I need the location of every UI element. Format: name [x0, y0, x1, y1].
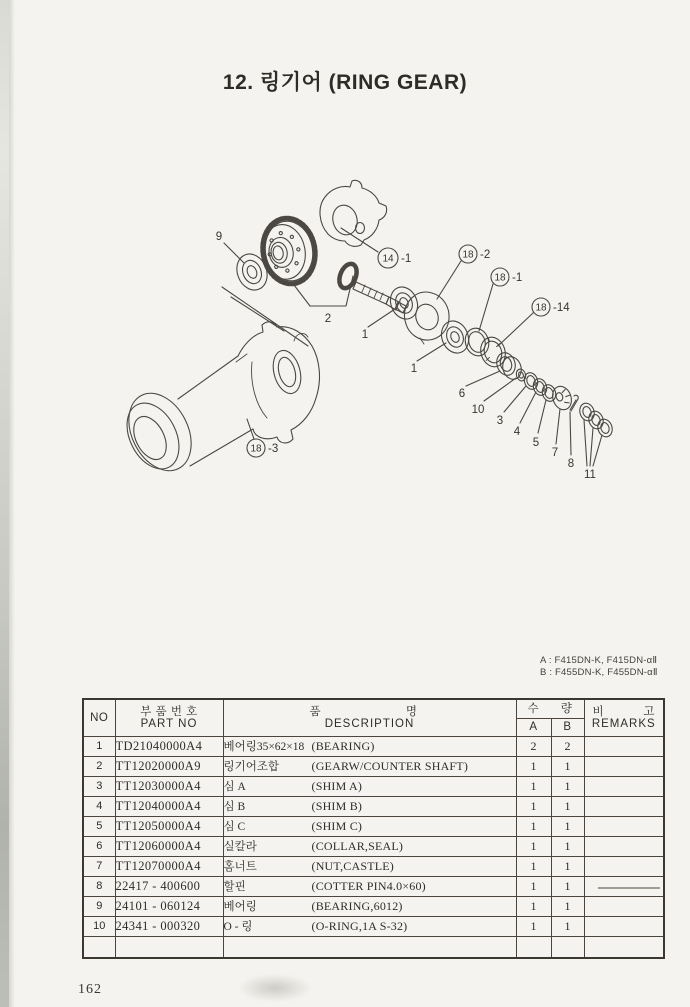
cell-qty-b: 1 — [551, 776, 584, 796]
col-header-desc-kr: 품 — [309, 705, 322, 718]
table-row — [83, 796, 664, 816]
bearing-ring-set — [578, 401, 615, 438]
cell-no: 9 — [83, 896, 115, 916]
cell-remarks — [584, 796, 664, 816]
cell-remarks — [584, 916, 664, 936]
cell-description — [223, 856, 516, 876]
cell-qty-a: 1 — [516, 916, 551, 936]
cell-no: 10 — [83, 916, 115, 936]
callout-suffix: -3 — [268, 443, 279, 455]
table-row — [83, 756, 664, 776]
desc-english: (BEARING) — [311, 739, 375, 753]
cell-no: 6 — [83, 836, 115, 856]
variant-note-a: A : F415DN-K, F415DN-αⅡ — [540, 655, 658, 666]
callout-leader-lines — [224, 228, 602, 466]
desc-english: (SHIM A) — [311, 779, 363, 793]
col-header-part-en: PART NO — [140, 717, 198, 730]
col-header-remarks-kr: 고 — [643, 705, 655, 718]
cell-qty-b: 1 — [551, 896, 584, 916]
cell-remarks — [584, 776, 664, 796]
callout-10: 10 — [471, 404, 485, 416]
cell-qty-a: 2 — [516, 736, 551, 756]
col-header-qty — [516, 699, 584, 718]
desc-english: (O-RING,1A S-32) — [311, 919, 408, 933]
cell-description — [223, 736, 516, 756]
cell-qty-a: 1 — [516, 856, 551, 876]
col-header-remarks-en: REMARKS — [591, 717, 656, 730]
cell-no: 7 — [83, 856, 115, 876]
col-header-desc-kr: 명 — [405, 705, 418, 718]
callout-suffix: -2 — [480, 249, 491, 261]
callout-circle-label: 18 — [462, 249, 474, 261]
callout-18-2 — [459, 245, 490, 263]
cell-qty-a: 1 — [516, 796, 551, 816]
desc-korean: 링기어조합 — [223, 761, 280, 773]
callout-7: 7 — [551, 447, 559, 459]
desc-korean: O - 링 — [223, 921, 253, 933]
col-header-qty-kr: 량 — [560, 702, 573, 715]
cell-qty-a: 1 — [516, 836, 551, 856]
cell-part-no: TT12070000A4 — [115, 856, 223, 876]
col-header-remarks-kr: 비 — [592, 705, 605, 718]
cell-description — [223, 896, 516, 916]
scan-smudge — [238, 974, 312, 1002]
table-row — [83, 816, 664, 836]
cell-description — [223, 776, 516, 796]
callout-5: 5 — [532, 437, 540, 449]
callout-suffix: -1 — [512, 272, 523, 284]
cell-part-no: TT12020000A9 — [115, 756, 223, 776]
cell-remarks — [584, 816, 664, 836]
desc-korean: 베어링35×62×18 — [223, 741, 305, 753]
callout-8: 8 — [567, 458, 575, 470]
cell-description — [223, 816, 516, 836]
page-title: 12. 링기어 (RING GEAR) — [222, 71, 468, 94]
callout-circle-label: 14 — [382, 253, 394, 265]
col-header-remarks — [584, 699, 664, 736]
cell-remarks — [584, 836, 664, 856]
cell-qty-b: 2 — [551, 736, 584, 756]
cell-part-no: 24101 - 060124 — [115, 896, 223, 916]
col-header-desc-en: DESCRIPTION — [324, 717, 415, 730]
cell-part-no: TT12040000A4 — [115, 796, 223, 816]
desc-korean: 베어링 — [223, 901, 257, 913]
cell-no: 3 — [83, 776, 115, 796]
callout-suffix: -14 — [553, 302, 570, 314]
parts-table — [82, 698, 665, 959]
desc-english: (SHIM B) — [311, 799, 363, 813]
callout-circle-label: 18 — [250, 443, 262, 455]
cell-qty-b: 1 — [551, 916, 584, 936]
cell-remarks — [584, 736, 664, 756]
desc-english: (SHIM C) — [311, 819, 363, 833]
cell-no: 5 — [83, 816, 115, 836]
cell-qty-b: 1 — [551, 796, 584, 816]
callout-circle-label: 18 — [494, 272, 506, 284]
cell-description — [223, 756, 516, 776]
cell-description — [223, 916, 516, 936]
scan-artifact-line — [598, 887, 660, 889]
callout-18-1 — [491, 268, 522, 286]
assembly-leader-lines — [222, 287, 308, 346]
col-header-no: NO — [83, 699, 115, 736]
desc-english: (COTTER PIN4.0×60) — [311, 879, 426, 893]
cell-part-no: TT12060000A4 — [115, 836, 223, 856]
callout-18-3 — [247, 439, 278, 457]
cell-qty-b: 1 — [551, 876, 584, 896]
callout-suffix: -1 — [401, 253, 412, 265]
callout-11: 11 — [584, 469, 596, 481]
cell-remarks — [584, 756, 664, 776]
desc-english: (COLLAR,SEAL) — [311, 839, 404, 853]
table-empty-row — [83, 936, 664, 958]
cell-no: 2 — [83, 756, 115, 776]
desc-korean: 실칼라 — [223, 841, 257, 853]
table-row — [83, 896, 664, 916]
desc-english: (GEARW/COUNTER SHAFT) — [311, 759, 469, 773]
callout-1: 1 — [361, 329, 369, 341]
col-header-description — [223, 699, 516, 736]
cell-qty-a: 1 — [516, 876, 551, 896]
cell-description — [223, 796, 516, 816]
axle-housing — [116, 322, 319, 481]
table-row — [83, 856, 664, 876]
callout-circle-label: 18 — [535, 302, 547, 314]
col-header-part-no — [115, 699, 223, 736]
page-number: 162 — [78, 982, 102, 997]
cell-no: 1 — [83, 736, 115, 756]
callout-14-1 — [378, 248, 411, 268]
cell-qty-b: 1 — [551, 836, 584, 856]
cell-no: 8 — [83, 876, 115, 896]
cell-qty-a: 1 — [516, 776, 551, 796]
cell-qty-a: 1 — [516, 756, 551, 776]
cell-description — [223, 836, 516, 856]
cell-remarks — [584, 876, 664, 896]
cell-qty-b: 1 — [551, 816, 584, 836]
cell-qty-b: 1 — [551, 856, 584, 876]
col-header-qty-a: A — [516, 718, 551, 736]
col-header-qty-kr: 수 — [527, 702, 540, 715]
cell-qty-b: 1 — [551, 756, 584, 776]
callout-4: 4 — [513, 426, 521, 438]
cell-remarks — [584, 896, 664, 916]
col-header-part-kr: 부 품 번 호 — [140, 705, 198, 718]
callout-9: 9 — [215, 231, 223, 243]
cell-description — [223, 876, 516, 896]
cell-no: 4 — [83, 796, 115, 816]
cell-part-no: 24341 - 000320 — [115, 916, 223, 936]
col-header-qty-b: B — [551, 718, 584, 736]
variant-note-b: B : F455DN-K, F455DN-αⅡ — [540, 667, 658, 678]
table-row — [83, 736, 664, 756]
callout-18-14 — [532, 298, 570, 316]
cell-qty-a: 1 — [516, 816, 551, 836]
callout-3: 3 — [496, 415, 504, 427]
cell-part-no: TT12030000A4 — [115, 776, 223, 796]
cell-remarks — [584, 856, 664, 876]
callout-1: 1 — [410, 363, 418, 375]
desc-korean: 홈너트 — [223, 861, 257, 873]
desc-korean: 할핀 — [223, 881, 246, 893]
table-row — [83, 776, 664, 796]
table-row — [83, 916, 664, 936]
cell-part-no: 22417 - 400600 — [115, 876, 223, 896]
desc-korean: 심 C — [223, 821, 246, 833]
table-row — [83, 876, 664, 896]
cell-part-no: TD21040000A4 — [115, 736, 223, 756]
cell-part-no: TT12050000A4 — [115, 816, 223, 836]
bearing-part — [437, 317, 473, 357]
desc-english: (NUT,CASTLE) — [311, 859, 394, 873]
callout-2: 2 — [324, 313, 332, 325]
desc-korean: 심 A — [223, 781, 246, 793]
variant-notes — [540, 655, 658, 679]
desc-korean: 심 B — [223, 801, 246, 813]
cell-qty-a: 1 — [516, 896, 551, 916]
callout-6: 6 — [458, 388, 466, 400]
table-row — [83, 836, 664, 856]
desc-english: (BEARING,6012) — [311, 899, 403, 913]
